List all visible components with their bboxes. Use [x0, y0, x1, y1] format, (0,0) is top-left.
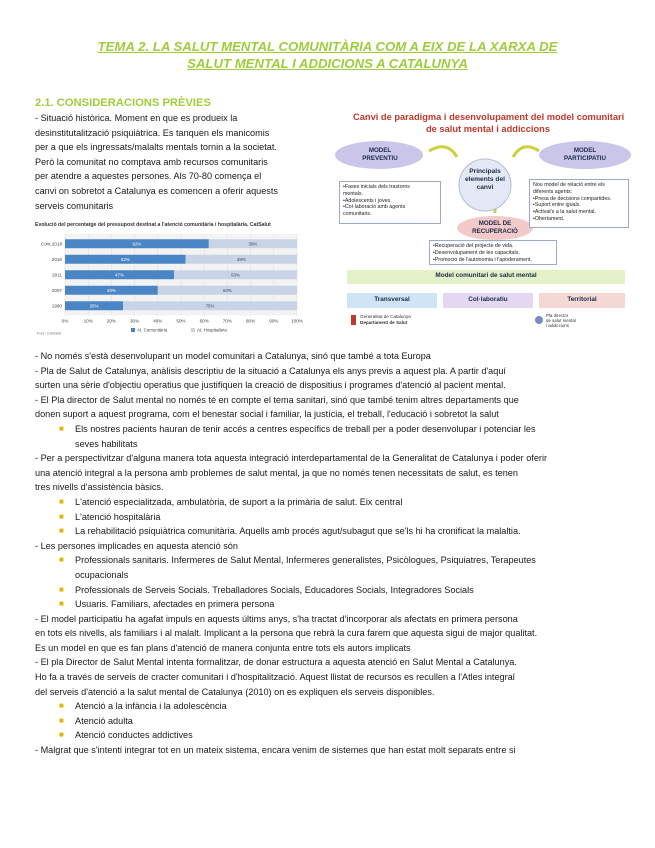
box-line: •Desenvolupament de les capacitats.: [433, 249, 520, 256]
box-line: •Presa de decisions compartides.: [533, 195, 612, 202]
diagram-title-line-1: Canvi de paradigma i desenvolupament del model comunitari: [353, 112, 625, 122]
diagram-title: [353, 112, 623, 135]
paragraph-line: del serveis d'atenció a la salut mental de Catalunya (2010) on es expliquen els serveis disponibles.: [35, 686, 435, 697]
bullet-icon: ■: [59, 599, 64, 609]
page-title: [30, 38, 625, 72]
list-item: [35, 728, 630, 743]
chart-legend-label: At. Comunitària: [137, 327, 168, 333]
chart-x-tick-label: 100%: [291, 318, 303, 324]
list-item: [35, 583, 630, 598]
box-line: •Promoció de l'autonomia i l'apoderament.: [433, 256, 532, 263]
intro-line: per a que els ingressats/malalts mentals tornin a la societat.: [35, 142, 277, 153]
bullet-icon: ■: [59, 423, 64, 433]
bullet-icon: ■: [59, 584, 64, 594]
pillar-territorial: Territorial: [567, 296, 597, 303]
participatiu-box: [529, 179, 629, 228]
community-model-bar: Model comunitari de salut mental: [435, 272, 537, 279]
paragraph-line: - Per a perspectivitzar d'alguna manera tota aquesta integració interdepartamental de la Generalitat de Catalunya i poder oferir: [35, 453, 548, 464]
box-line: •Obertament.: [533, 215, 565, 222]
chart-x-tick-label: 90%: [269, 318, 279, 324]
list-item: [35, 553, 630, 568]
chart-data-label: 40%: [107, 287, 116, 293]
list-item-text: Usuaris. Familiars, afectades en primera persona: [75, 599, 275, 610]
list-item-text: Atenció adulta: [75, 715, 133, 726]
paragraph-line: Es un model en que es fan plans d'atenció de manera conjunta entre tots els autors implicats: [35, 642, 411, 653]
bullet-icon: ■: [59, 701, 64, 711]
list-item: [35, 597, 630, 612]
chart-category-label: 2011: [52, 272, 62, 278]
body-text: [35, 349, 630, 758]
paragraph-line: Ho fa a través de serveis de cracter comunitari i d'hospitalització. Aquest llistat de recursos es recullen a l'Atles integral: [35, 672, 515, 683]
pillar-transversal: Transversal: [374, 296, 410, 303]
list-item-text: L'atenció hospitalària: [75, 511, 161, 522]
box-line: •Activat's a la salut mental.: [533, 209, 596, 216]
bullet-icon: ■: [59, 511, 64, 521]
list-item-text: Professionals sanitaris. Infermeres de Salut Mental, Infermeres generalistes, Psicòlogues, Psiquiatres, Terapeutes: [75, 555, 536, 566]
intro-line: desinstitutalització psiquiàtrica. Es tanquen els manicomis: [35, 127, 270, 138]
list-item-text: seves habilitats: [75, 438, 138, 449]
box-line: •Fases inicials dels trastorns: [343, 184, 410, 190]
model-participatiu-label: MODEL PARTICIPATIU: [564, 147, 606, 162]
chart-legend-label: At. Hospitalària: [197, 327, 227, 333]
list-item-text: Atenció conductes addictives: [75, 730, 193, 741]
logo-text: Pla director: [546, 313, 569, 318]
chart-category-label: Cont.2018: [40, 241, 62, 247]
chart-title: Evolució del percentatge del pressupost destinat a l'atenció comunitària i hospitalària. CatSalut: [35, 222, 271, 228]
paragraph-line: - El model participatiu ha agafat impuls en aquests últims anys, s'ha tractat d'incorporar als afectats en primera persona: [35, 613, 518, 624]
chart-x-tick-label: 70%: [222, 318, 233, 324]
chart-data-label: 47%: [115, 272, 124, 278]
paragraph-line: donen suport a aquest programa, com el benestar social i familiar, la justícia, el treball, l'educació i sobretot la salut: [35, 409, 499, 420]
box-line: comunitaris.: [343, 211, 372, 218]
model-preventiu-label: MODEL PREVENTIU: [362, 147, 398, 162]
paragraph-line: surten una sèrie d'objectiu operatius que justifiquen la creació de dispositius i programes d'atenció al pacient mental.: [35, 380, 506, 391]
recuperacio-box: [429, 240, 557, 265]
intro-paragraph: [35, 111, 325, 213]
intro-line: canvi on sobretot a Catalunya es comencen a oferir aquests: [35, 185, 278, 196]
chart-data-label: 62%: [132, 241, 142, 247]
page-title-line-2: SALUT MENTAL I ADDICIONS A CATALUNYA: [187, 56, 468, 71]
paragraph-line: - Pla de Salut de Catalunya, anàlisis descriptiu de la situació a Catalunya els anys previs a aquest pla. A partir d'aquí: [35, 365, 506, 376]
logo-text: Generalitat de Catalunya: [360, 314, 411, 319]
box-line: •Adolescents i joves.: [343, 197, 392, 204]
paragraph-line: tres nivells d'assistència bàsics.: [35, 482, 164, 493]
page-title-line-1: TEMA 2. LA SALUT MENTAL COMUNITÀRIA COM A EIX DE LA XARXA DE: [97, 39, 558, 54]
intro-line: serveis comunitaris: [35, 200, 114, 211]
intro-line: - Situació històrica. Moment en que es produeix la: [35, 113, 238, 123]
paragraph-line: una atenció integral a la persona amb problemes de salut mental, ja que no només tenen necessitats de salut, es tenen: [35, 467, 518, 478]
chart-category-label: 2007: [51, 287, 62, 293]
list-item-continuation: [35, 437, 630, 452]
paragraph-line: en tots els nivells, als familiars i al malalt. Implicant a la persona que rebrà la cura farem que aquesta sigui de major qualitat.: [35, 628, 538, 639]
preventiu-box: [339, 181, 441, 224]
chart-legend-swatch: [191, 328, 195, 332]
bullet-icon: ■: [59, 730, 64, 740]
chart-data-label: 38%: [248, 241, 258, 247]
list-item: [35, 524, 630, 539]
paradigm-diagram: [333, 103, 633, 335]
generalitat-logo: [360, 314, 411, 325]
paragraph-line: - Les persones implicades en aquesta atenció són: [35, 540, 238, 551]
box-line: Nou model de relació entre els: [533, 182, 605, 188]
chart-x-tick-label: 30%: [129, 318, 140, 324]
pillar-col-laboratiu: Col·laboratiu: [468, 296, 508, 303]
generalitat-logo-icon: [351, 315, 356, 325]
diagram-title-line-2: de salut mental i addiccions: [426, 123, 550, 134]
logo-text: i addiccions: [546, 323, 569, 329]
chart-category-label: 1990: [51, 303, 62, 309]
chart-data-label: 25%: [89, 303, 99, 309]
list-item-text: ocupacionals: [75, 569, 129, 580]
box-line: •Recuperació del projecte de vida.: [433, 243, 514, 249]
paragraph-line: - El pla Director de Salut Mental intenta formalitzar, de donar estructura a aquesta atenció en Salut Mental a Catalunya.: [35, 657, 517, 668]
list-item: [35, 699, 630, 714]
box-line: •Col·laboració amb agents: [343, 204, 406, 211]
paragraph-line: - No només s'està desenvolupant un model comunitari a Catalunya, sinó que també a tota Europa: [35, 351, 431, 361]
chart-x-tick-label: 10%: [83, 318, 93, 324]
box-line: mentals.: [343, 190, 364, 197]
chart-data-label: 60%: [223, 287, 232, 293]
intro-line: per atendre a aquestes persones. Als 70-80 comença el: [35, 171, 262, 182]
chart-data-label: 75%: [205, 303, 215, 309]
bullet-icon: ■: [59, 526, 64, 536]
logo-text: Departament de Salut: [360, 319, 408, 325]
intro-line: Però la comunitat no comptava amb recursos comunitaris: [35, 156, 268, 167]
chart-x-tick-label: 40%: [153, 318, 163, 324]
paragraph-line: - El Pla director de Salut mental no només té en compte el tema sanitari, sinó que també tenim altres departaments que: [35, 394, 519, 405]
chart-x-tick-label: 20%: [106, 318, 117, 324]
chart-x-tick-label: 0%: [61, 318, 69, 324]
list-item: [35, 714, 630, 729]
chart-category-label: 2016: [51, 256, 62, 262]
chart-svg: [35, 222, 317, 346]
chart-data-label: 53%: [231, 272, 240, 278]
bullet-icon: ■: [59, 555, 64, 565]
chart-legend-swatch: [131, 328, 135, 332]
list-item: [35, 495, 630, 510]
list-item: [35, 422, 630, 437]
list-item-text: Professionals de Serveis Socials. Treballadores Socials, Educadores Socials, Integradores Socials: [75, 584, 474, 595]
chart-data-label: 52%: [120, 256, 130, 262]
list-item-text: La rehabilitació psiquiàtrica comunitària. Aquells amb procés agut/subagut que se'ls hi ha cronificat la malaltia.: [75, 526, 521, 537]
model-recuperacio-label: MODEL DE RECUPERACIÓ: [472, 220, 518, 235]
budget-bar-chart: [35, 222, 317, 346]
bullet-icon: ■: [59, 715, 64, 725]
pla-director-logo: [546, 313, 576, 329]
list-item-text: Els nostres pacients hauran de tenir accés a centres específics de treball per a poder desenvolupar i potenciar les: [75, 423, 536, 434]
box-line: diferents agents:: [533, 188, 573, 195]
list-item: [35, 510, 630, 525]
bullet-icon: ■: [59, 496, 64, 506]
center-label: Principals elements del canvi: [465, 168, 505, 191]
list-item-text: Atenció a la infància i la adolescència: [75, 701, 227, 712]
chart-source: Font: CatSalut: [37, 331, 62, 336]
pla-director-logo-icon: [535, 316, 543, 324]
box-line: •Suport entre iguals.: [533, 202, 581, 209]
chart-x-tick-label: 80%: [245, 318, 256, 324]
section-heading: 2.1. CONSIDERACIONS PRÈVIES: [35, 97, 211, 109]
list-item-text: L'atenció especialitzada, ambulatòria, de suport a la primària de salut. Eix central: [75, 496, 403, 507]
chart-x-tick-label: 50%: [176, 318, 186, 324]
logo-text: de salut mental: [546, 318, 576, 324]
chart-x-tick-label: 60%: [199, 318, 209, 324]
paragraph-line: - Malgrat que s'intenti integrar tot en un mateix sistema, encara venim de sistemes que han estat molt separats entre si: [35, 745, 516, 756]
list-item-continuation: [35, 568, 630, 583]
chart-data-label: 48%: [236, 256, 246, 262]
